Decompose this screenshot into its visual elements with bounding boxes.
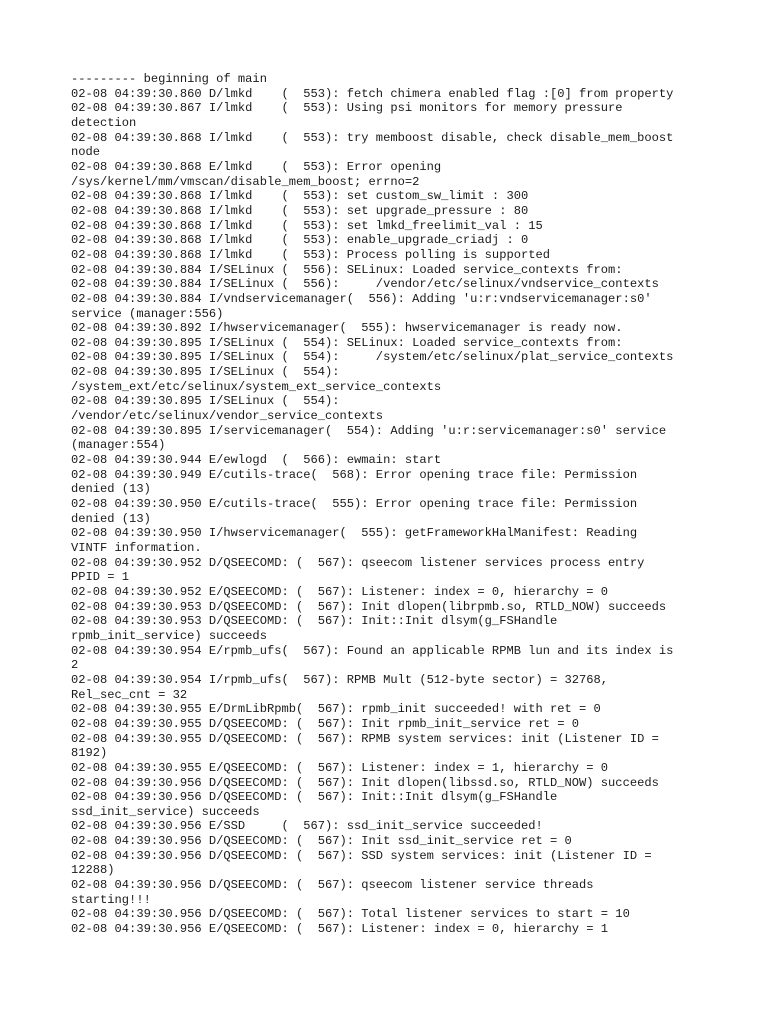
- log-line: 02-08 04:39:30.884 I/SELinux ( 556): /vendor/etc/selinux/vndservice_contexts: [71, 277, 659, 292]
- log-line: 02-08 04:39:30.868 I/lmkd ( 553): Process polling is supported: [71, 247, 550, 262]
- log-line: VINTF information.: [71, 541, 202, 555]
- log-line: 02-08 04:39:30.953 D/QSEECOMD: ( 567): Init dlopen(librpmb.so, RTLD_NOW) succeeds: [71, 599, 667, 614]
- log-line: Rel_sec_cnt = 32: [71, 687, 188, 702]
- log-line: PPID = 1: [71, 570, 130, 585]
- log-line: 02-08 04:39:30.952 D/QSEECOMD: ( 567): qseecom listener services process entry: [71, 555, 645, 570]
- log-line: 02-08 04:39:30.956 D/QSEECOMD: ( 567): SSD system services: init (Listener ID =: [71, 848, 652, 863]
- log-line: 02-08 04:39:30.955 E/QSEECOMD: ( 567): Listener: index = 1, hierarchy = 0: [71, 760, 609, 775]
- log-line: denied (13): [71, 482, 151, 497]
- log-line: 02-08 04:39:30.956 E/QSEECOMD: ( 567): Listener: index = 0, hierarchy = 1: [71, 922, 609, 937]
- log-line: /vendor/etc/selinux/vendor_service_contexts: [71, 409, 384, 424]
- log-line: 02-08 04:39:30.868 I/lmkd ( 553): set lmkd_freelimit_val : 15: [71, 218, 543, 233]
- log-line: 8192): [71, 746, 108, 761]
- log-line: 02-08 04:39:30.950 E/cutils-trace( 555): Error opening trace file: Permission: [71, 497, 638, 512]
- log-line: --------- beginning of main: [71, 72, 267, 86]
- log-line: 02-08 04:39:30.868 I/lmkd ( 553): try memboost disable, check disable_mem_boost: [71, 130, 674, 145]
- log-line: 02-08 04:39:30.956 E/SSD ( 567): ssd_init_service succeeded!: [71, 819, 543, 834]
- log-line: rpmb_init_service) succeeds: [71, 628, 267, 643]
- log-line: 02-08 04:39:30.884 I/SELinux ( 556): SELinux: Loaded service_contexts from:: [71, 262, 623, 277]
- log-text-block: [71, 72, 711, 937]
- log-line: node: [71, 145, 101, 160]
- log-line: service (manager:556): [71, 306, 224, 321]
- log-line: 02-08 04:39:30.954 I/rpmb_ufs( 567): RPMB Mult (512-byte sector) = 32768,: [71, 672, 609, 687]
- log-line: 02-08 04:39:30.950 I/hwservicemanager( 555): getFrameworkHalManifest: Reading: [71, 526, 638, 541]
- log-line: denied (13): [71, 511, 151, 526]
- log-line: 02-08 04:39:30.956 D/QSEECOMD: ( 567): Total listener services to start = 10: [71, 907, 630, 922]
- log-line: 02-08 04:39:30.892 I/hwservicemanager( 555): hwservicemanager is ready now.: [71, 321, 623, 336]
- log-line: detection: [71, 115, 137, 130]
- log-line: (manager:554): [71, 438, 166, 453]
- log-line: 02-08 04:39:30.884 I/vndservicemanager( 556): Adding 'u:r:vndservicemanager:s0': [71, 291, 652, 306]
- log-line: 02-08 04:39:30.956 D/QSEECOMD: ( 567): Init::Init dlsym(g_FSHandle: [71, 790, 558, 805]
- log-line: 02-08 04:39:30.955 D/QSEECOMD: ( 567): Init rpmb_init_service ret = 0: [71, 716, 580, 731]
- log-line: 02-08 04:39:30.867 I/lmkd ( 553): Using psi monitors for memory pressure: [71, 101, 623, 116]
- log-line: 02-08 04:39:30.944 E/ewlogd ( 566): ewmain: start: [71, 453, 442, 468]
- log-line: /sys/kernel/mm/vmscan/disable_mem_boost; errno=2: [71, 174, 420, 189]
- log-line: 02-08 04:39:30.954 E/rpmb_ufs( 567): Found an applicable RPMB lun and its index is: [71, 643, 674, 658]
- log-line: 02-08 04:39:30.952 E/QSEECOMD: ( 567): Listener: index = 0, hierarchy = 0: [71, 584, 609, 599]
- log-line: 02-08 04:39:30.860 D/lmkd ( 553): fetch chimera enabled flag :[0] from property: [71, 86, 674, 101]
- log-line: starting!!!: [71, 892, 151, 907]
- log-line: 02-08 04:39:30.956 D/QSEECOMD: ( 567): Init ssd_init_service ret = 0: [71, 834, 572, 849]
- log-line: 02-08 04:39:30.868 I/lmkd ( 553): enable_upgrade_criadj : 0: [71, 233, 529, 248]
- log-line: 02-08 04:39:30.895 I/SELinux ( 554): SELinux: Loaded service_contexts from:: [71, 335, 623, 350]
- log-line: 02-08 04:39:30.955 D/QSEECOMD: ( 567): RPMB system services: init (Listener ID =: [71, 731, 659, 746]
- log-line: 02-08 04:39:30.895 I/SELinux ( 554):: [71, 365, 340, 380]
- log-line: 12288): [71, 863, 115, 878]
- log-line: 02-08 04:39:30.956 D/QSEECOMD: ( 567): Init dlopen(libssd.so, RTLD_NOW) succeeds: [71, 775, 659, 790]
- log-line: 02-08 04:39:30.895 I/SELinux ( 554): /system/etc/selinux/plat_service_contexts: [71, 350, 674, 365]
- log-line: 02-08 04:39:30.895 I/servicemanager( 554): Adding 'u:r:servicemanager:s0' service: [71, 423, 667, 438]
- log-line: 02-08 04:39:30.868 I/lmkd ( 553): set custom_sw_limit : 300: [71, 189, 529, 204]
- log-line: 02-08 04:39:30.868 I/lmkd ( 553): set upgrade_pressure : 80: [71, 203, 529, 218]
- document-page: [71, 72, 711, 937]
- log-line: /system_ext/etc/selinux/system_ext_service_contexts: [71, 379, 442, 394]
- log-line: 02-08 04:39:30.895 I/SELinux ( 554):: [71, 394, 340, 409]
- log-line: 02-08 04:39:30.955 E/DrmLibRpmb( 567): rpmb_init succeeded! with ret = 0: [71, 702, 601, 717]
- log-line: 02-08 04:39:30.953 D/QSEECOMD: ( 567): Init::Init dlsym(g_FSHandle: [71, 614, 558, 629]
- log-line: 02-08 04:39:30.956 D/QSEECOMD: ( 567): qseecom listener service threads: [71, 878, 594, 893]
- log-line: 2: [71, 658, 79, 673]
- log-line: 02-08 04:39:30.868 E/lmkd ( 553): Error opening: [71, 159, 442, 174]
- log-line: ssd_init_service) succeeds: [71, 804, 260, 819]
- log-line: 02-08 04:39:30.949 E/cutils-trace( 568): Error opening trace file: Permission: [71, 467, 638, 482]
